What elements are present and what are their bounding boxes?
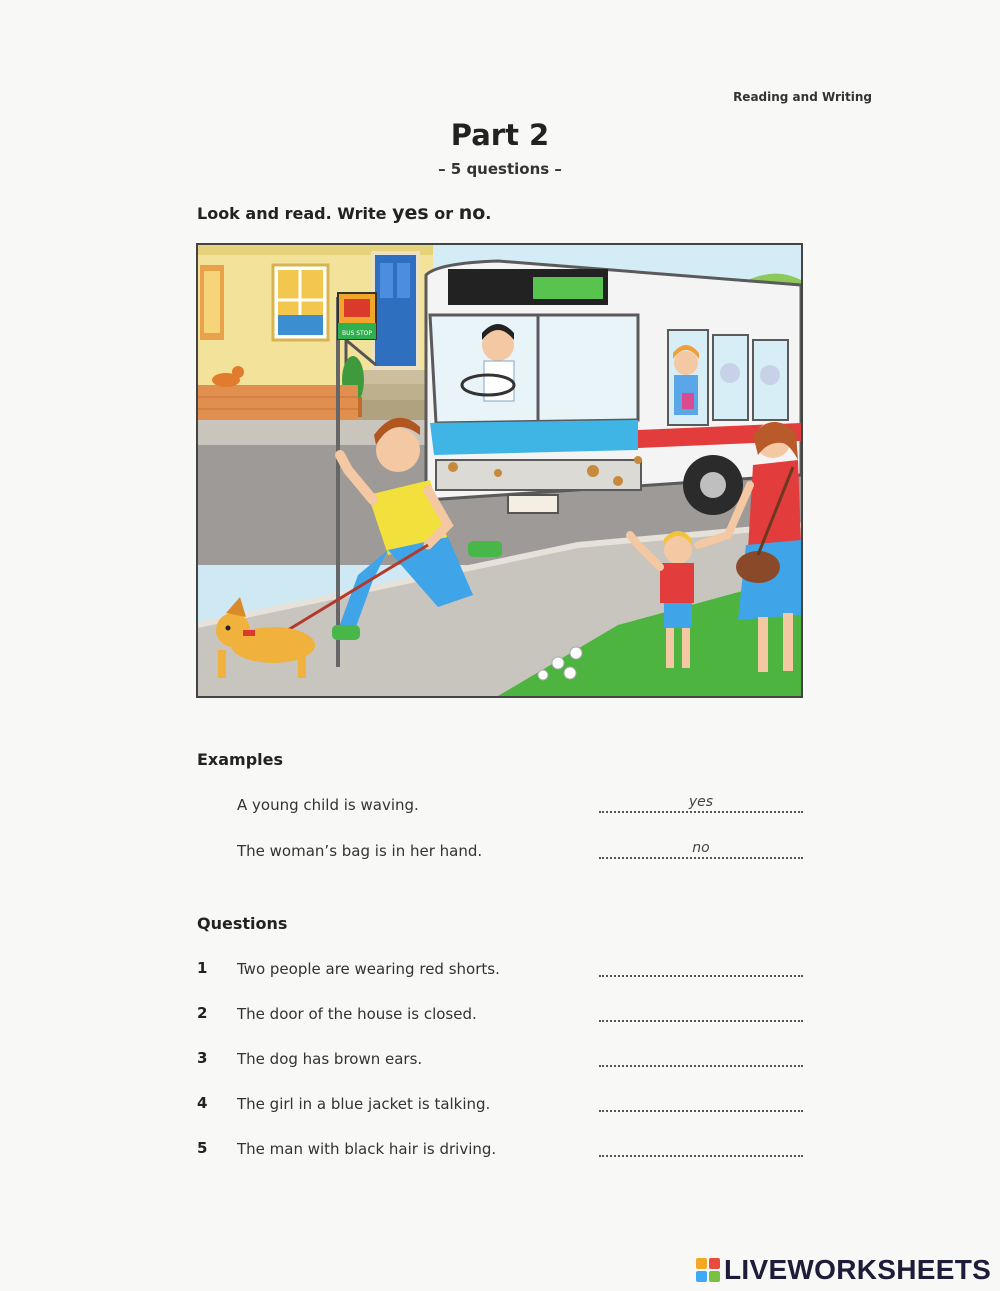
answer-field[interactable] bbox=[599, 1065, 803, 1067]
question-row bbox=[197, 958, 807, 982]
instruction-suffix: . bbox=[485, 204, 492, 223]
question-text: The girl in a blue jacket is talking. bbox=[237, 1095, 491, 1113]
instruction-prefix: Look and read. Write bbox=[197, 204, 393, 223]
answer-field[interactable] bbox=[599, 975, 803, 977]
instruction-middle: or bbox=[428, 204, 459, 223]
question-number: 4 bbox=[197, 1094, 208, 1112]
logo-cube bbox=[696, 1258, 707, 1269]
question-text: Two people are wearing red shorts. bbox=[237, 960, 500, 978]
question-number: 3 bbox=[197, 1049, 208, 1067]
example-answer: yes bbox=[688, 794, 714, 810]
question-row bbox=[197, 1048, 807, 1072]
questions-heading: Questions bbox=[197, 914, 288, 933]
answer-field[interactable] bbox=[599, 1020, 803, 1022]
example-answer: no bbox=[692, 840, 710, 856]
liveworksheets-logo[interactable] bbox=[696, 1253, 991, 1287]
example-text: A young child is waving. bbox=[237, 796, 419, 814]
question-number: 2 bbox=[197, 1004, 208, 1022]
instruction-no: no bbox=[458, 202, 486, 224]
question-row bbox=[197, 1093, 807, 1117]
logo-cubes-icon bbox=[696, 1258, 720, 1282]
page-title: Part 2 bbox=[450, 118, 550, 152]
answer-line bbox=[599, 857, 803, 859]
question-number: 5 bbox=[197, 1139, 208, 1157]
logo-cube bbox=[696, 1271, 707, 1282]
example-row bbox=[197, 794, 807, 818]
answer-field[interactable] bbox=[599, 1155, 803, 1157]
scene-illustration bbox=[196, 243, 803, 698]
example-row bbox=[197, 840, 807, 864]
examples-heading: Examples bbox=[197, 750, 284, 769]
question-text: The dog has brown ears. bbox=[237, 1050, 423, 1068]
question-row bbox=[197, 1138, 807, 1162]
page-subtitle: – 5 questions – bbox=[438, 160, 562, 178]
answer-field[interactable] bbox=[599, 1110, 803, 1112]
instruction-yes: yes bbox=[392, 202, 429, 224]
question-text: The man with black hair is driving. bbox=[237, 1140, 497, 1158]
logo-cube bbox=[709, 1258, 720, 1269]
question-row bbox=[197, 1003, 807, 1027]
example-text: The woman’s bag is in her hand. bbox=[237, 842, 483, 860]
answer-line bbox=[599, 811, 803, 813]
instruction bbox=[197, 202, 491, 224]
section-label: Reading and Writing bbox=[733, 90, 872, 104]
brand-name: LIVEWORKSHEETS bbox=[724, 1254, 992, 1285]
logo-cube bbox=[709, 1271, 720, 1282]
question-text: The door of the house is closed. bbox=[237, 1005, 477, 1023]
question-number: 1 bbox=[197, 959, 208, 977]
bus bbox=[426, 261, 801, 515]
bus-stop-sign-text: BUS STOP bbox=[341, 330, 373, 337]
